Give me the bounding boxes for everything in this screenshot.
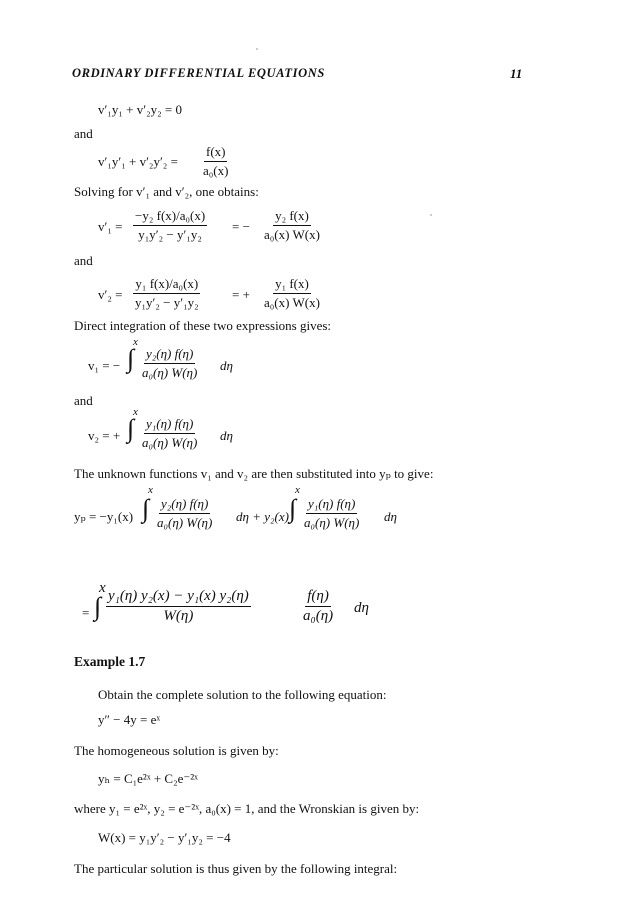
fraction-numerator: f(x) bbox=[204, 144, 228, 162]
fraction-denominator: y₁y′₂ − y′₁y₂ bbox=[138, 227, 202, 242]
equation-8-fraction-2 bbox=[301, 588, 335, 625]
homogeneous-solution: yₕ = C₁e²ˣ + C₂e⁻²ˣ bbox=[98, 771, 198, 786]
unknown-functions-text: The unknown functions v₁ and v₂ are then substituted into yₚ to give: bbox=[74, 466, 434, 481]
equation-2-fraction bbox=[201, 144, 230, 179]
integral-upper-limit: x bbox=[295, 484, 300, 496]
fraction-denominator: a₀(η) W(η) bbox=[142, 365, 198, 380]
equation-3-fraction-2 bbox=[262, 208, 322, 243]
fraction-numerator: y₁(η) y₂(x) − y₁(x) y₂(η) bbox=[106, 588, 251, 607]
fraction-denominator: W(η) bbox=[163, 608, 194, 624]
differential: dη bbox=[384, 509, 397, 524]
fraction-denominator: a₀(x) W(x) bbox=[264, 295, 320, 310]
integral-sign: ∫ bbox=[127, 414, 135, 443]
fraction-numerator: y₁ f(x) bbox=[273, 276, 311, 294]
equation-7-fraction-1 bbox=[155, 496, 214, 531]
fraction-denominator: a₀(x) bbox=[203, 163, 229, 178]
integral-upper-limit: x bbox=[99, 580, 106, 596]
equation-3-fraction-1 bbox=[133, 208, 207, 243]
fraction-denominator: a₀(η) W(η) bbox=[304, 515, 360, 530]
equation-8-lhs: = bbox=[82, 605, 90, 620]
differential: dη bbox=[354, 600, 369, 616]
fraction-numerator: −y₂ f(x)/a₀(x) bbox=[133, 208, 207, 226]
scan-speck bbox=[256, 48, 258, 50]
integral-sign: ∫ bbox=[127, 344, 135, 373]
example-intro: Obtain the complete solution to the following equation: bbox=[98, 687, 387, 702]
integral-sign: ∫ bbox=[289, 494, 297, 523]
fraction-denominator: a₀(η) W(η) bbox=[157, 515, 213, 530]
integral-sign: ∫ bbox=[142, 494, 150, 523]
equation-6-fraction bbox=[140, 416, 199, 451]
integral-upper-limit: x bbox=[133, 336, 138, 348]
scan-speck bbox=[430, 214, 432, 216]
fraction-numerator: y₁(η) f(η) bbox=[306, 496, 357, 514]
fraction-denominator: a₀(x) W(x) bbox=[264, 227, 320, 242]
equation-4-fraction-1 bbox=[133, 276, 201, 311]
equation-1: v′₁y₁ + v′₂y₂ = 0 bbox=[98, 102, 182, 117]
homogeneous-text: The homogeneous solution is given by: bbox=[74, 743, 279, 758]
integral-upper-limit: x bbox=[148, 484, 153, 496]
example-heading: Example 1.7 bbox=[74, 654, 146, 669]
integral-sign: ∫ bbox=[94, 592, 102, 621]
integral-upper-limit: x bbox=[133, 406, 138, 418]
equation-4-middle: = + bbox=[232, 287, 250, 302]
fraction-numerator: y₁ f(x)/a₀(x) bbox=[133, 276, 200, 294]
equation-3-lhs: v′₁ = bbox=[98, 219, 123, 234]
direct-integration-text: Direct integration of these two expressions gives: bbox=[74, 318, 332, 333]
equation-7-middle: dη + y₂(x) bbox=[236, 509, 289, 524]
differential: dη bbox=[220, 428, 233, 443]
equation-2-lhs: v′₁y′₁ + v′₂y′₂ = bbox=[98, 154, 178, 169]
solving-text: Solving for v′₁ and v′₂, one obtains: bbox=[74, 184, 259, 199]
fraction-numerator: f(η) bbox=[305, 588, 331, 607]
equation-7-lhs: yₚ = −y₁(x) bbox=[74, 509, 134, 524]
equation-5-fraction bbox=[140, 346, 199, 381]
fraction-numerator: y₂(η) f(η) bbox=[144, 346, 195, 364]
and-text-1: and bbox=[74, 126, 93, 141]
fraction-numerator: y₂ f(x) bbox=[273, 208, 311, 226]
and-text-3: and bbox=[74, 393, 93, 408]
running-header: ORDINARY DIFFERENTIAL EQUATIONS bbox=[72, 66, 325, 80]
wronskian-equation: W(x) = y₁y′₂ − y′₁y₂ = −4 bbox=[98, 830, 231, 845]
fraction-denominator: y₁y′₂ − y′₁y₂ bbox=[135, 295, 199, 310]
fraction-denominator: a₀(η) bbox=[303, 608, 334, 624]
fraction-denominator: a₀(η) W(η) bbox=[142, 435, 198, 450]
page-number: 11 bbox=[510, 66, 523, 81]
fraction-numerator: y₁(η) f(η) bbox=[144, 416, 195, 434]
where-text: where y₁ = e²ˣ, y₂ = e⁻²ˣ, a₀(x) = 1, and the Wronskian is given by: bbox=[74, 801, 420, 816]
equation-4-lhs: v′₂ = bbox=[98, 287, 123, 302]
and-text-2: and bbox=[74, 253, 93, 268]
equation-5-lhs: v₁ = − bbox=[88, 358, 121, 373]
equation-7-fraction-2 bbox=[302, 496, 361, 531]
equation-4-fraction-2 bbox=[262, 276, 322, 311]
differential: dη bbox=[220, 358, 233, 373]
particular-solution-text: The particular solution is thus given by the following integral: bbox=[74, 861, 398, 876]
equation-3-middle: = − bbox=[232, 219, 250, 234]
equation-6-lhs: v₂ = + bbox=[88, 428, 121, 443]
fraction-numerator: y₂(η) f(η) bbox=[159, 496, 210, 514]
equation-8-fraction-1 bbox=[106, 588, 251, 625]
example-equation: y″ − 4y = eˣ bbox=[98, 712, 161, 727]
